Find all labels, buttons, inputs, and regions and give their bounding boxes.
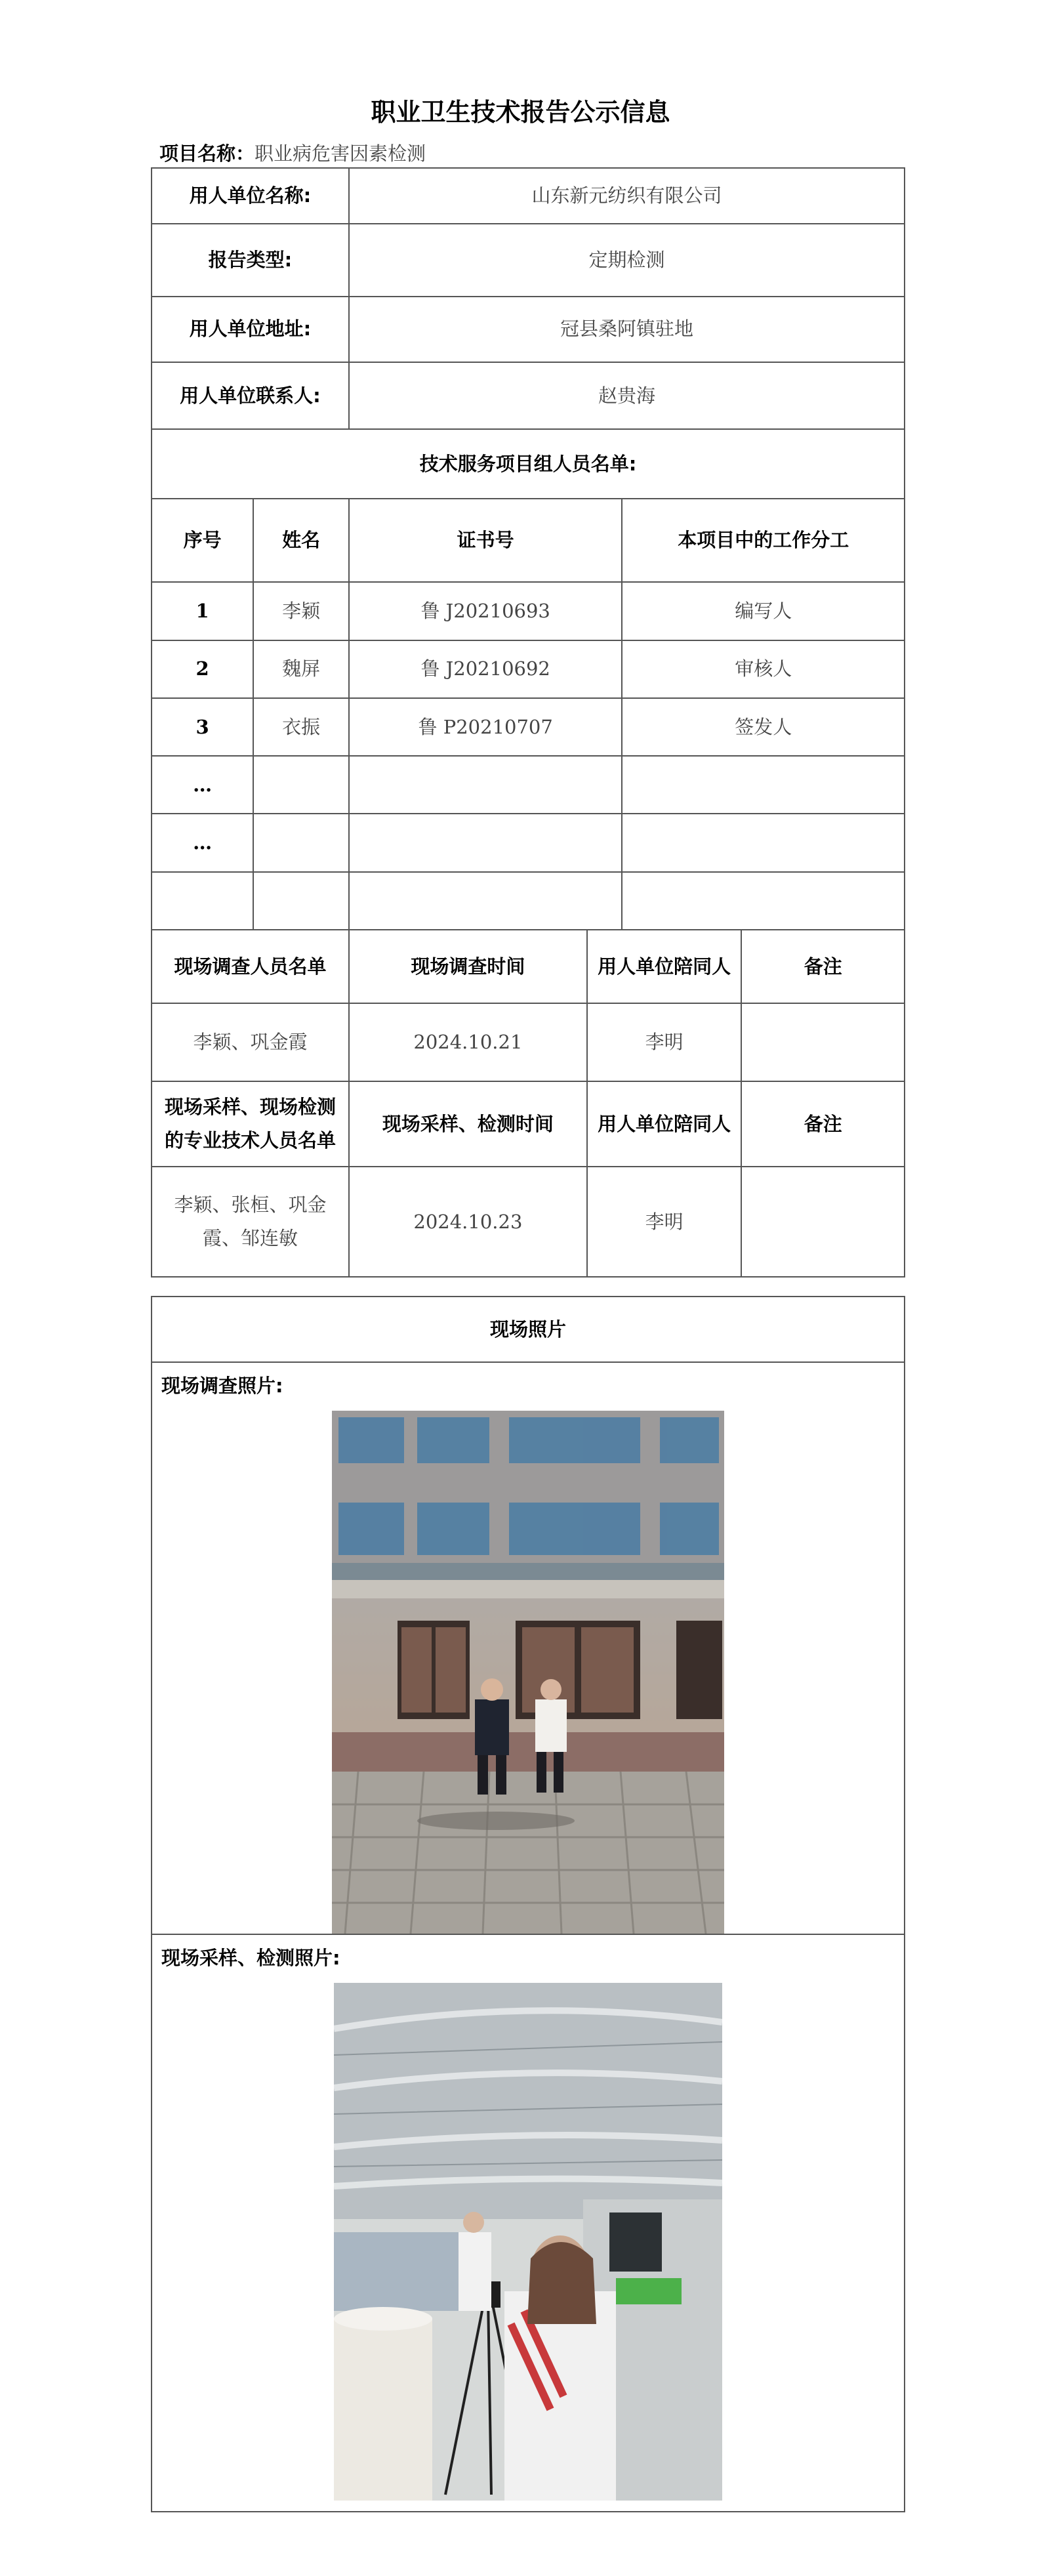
team-row-name bbox=[253, 872, 349, 930]
info-table bbox=[151, 167, 905, 1278]
team-row-role bbox=[622, 872, 905, 930]
survey-time-value: 2024.10.21 bbox=[349, 1003, 587, 1081]
survey-col-time: 现场调查时间 bbox=[349, 930, 587, 1003]
team-row bbox=[152, 582, 905, 640]
contact-value: 赵贵海 bbox=[349, 362, 905, 429]
survey-staff-value: 李颖、巩金霞 bbox=[152, 1003, 349, 1081]
document-title: 职业卫生技术报告公示信息 bbox=[371, 98, 670, 127]
team-row bbox=[152, 640, 905, 698]
team-col-name: 姓名 bbox=[253, 499, 349, 582]
team-row-name: 魏屏 bbox=[253, 640, 349, 698]
team-row bbox=[152, 814, 905, 871]
employer-label: 用人单位名称: bbox=[152, 168, 349, 224]
project-name-value: 职业病危害因素检测 bbox=[255, 142, 426, 165]
team-row-role: 编写人 bbox=[622, 582, 905, 640]
team-row-name bbox=[253, 814, 349, 871]
address-value: 冠县桑阿镇驻地 bbox=[349, 297, 905, 362]
team-row-name: 衣振 bbox=[253, 698, 349, 756]
survey-escort-value: 李明 bbox=[587, 1003, 742, 1081]
sampling-col-remark: 备注 bbox=[741, 1081, 905, 1167]
team-row-certificate bbox=[349, 872, 623, 930]
survey-photo-label: 现场调查照片: bbox=[161, 1375, 283, 1397]
team-row-role bbox=[622, 756, 905, 814]
factory-sampling-photo-icon bbox=[334, 1983, 722, 2501]
team-row-index bbox=[152, 872, 253, 930]
team-heading: 技术服务项目组人员名单: bbox=[152, 429, 905, 498]
team-row-index: 3 bbox=[152, 698, 253, 756]
team-row-role: 审核人 bbox=[622, 640, 905, 698]
team-row bbox=[152, 872, 905, 930]
survey-remark-value bbox=[741, 1003, 905, 1081]
team-row-index: 1 bbox=[152, 582, 253, 640]
sampling-remark-value bbox=[741, 1167, 905, 1277]
team-row bbox=[152, 756, 905, 814]
survey-col-staff: 现场调查人员名单 bbox=[152, 930, 349, 1003]
photos-table bbox=[151, 1296, 905, 2504]
team-row-name: 李颖 bbox=[253, 582, 349, 640]
team-row-index: … bbox=[152, 756, 253, 814]
team-row-certificate bbox=[349, 814, 623, 871]
team-row-certificate bbox=[349, 756, 623, 814]
team-row-certificate: 鲁 J20210692 bbox=[349, 640, 623, 698]
sampling-photo bbox=[334, 1983, 722, 2501]
team-row-index: 2 bbox=[152, 640, 253, 698]
team-row-role bbox=[622, 814, 905, 871]
team-row bbox=[152, 698, 905, 756]
employer-value: 山东新元纺织有限公司 bbox=[349, 168, 905, 224]
project-name-label: 项目名称： bbox=[159, 142, 255, 165]
team-row-role: 签发人 bbox=[622, 698, 905, 756]
sampling-staff-value: 李颖、张桓、巩金霞、邹连敏 bbox=[152, 1167, 349, 1277]
team-col-role: 本项目中的工作分工 bbox=[622, 499, 905, 582]
sampling-time-value: 2024.10.23 bbox=[349, 1167, 587, 1277]
photos-heading: 现场照片 bbox=[152, 1297, 905, 1362]
survey-col-escort: 用人单位陪同人 bbox=[587, 930, 742, 1003]
sampling-col-staff: 现场采样、现场检测的专业技术人员名单 bbox=[152, 1081, 349, 1167]
team-row-certificate: 鲁 J20210693 bbox=[349, 582, 623, 640]
report-type-value: 定期检测 bbox=[349, 224, 905, 296]
survey-col-remark: 备注 bbox=[741, 930, 905, 1003]
contact-label: 用人单位联系人: bbox=[152, 362, 349, 429]
survey-photo-cell bbox=[152, 1362, 905, 1934]
building-entrance-photo-icon bbox=[332, 1411, 724, 1934]
team-row-name bbox=[253, 756, 349, 814]
project-name-line bbox=[159, 139, 426, 166]
team-col-index: 序号 bbox=[152, 499, 253, 582]
sampling-photo-cell bbox=[152, 1934, 905, 2512]
team-row-index: … bbox=[152, 814, 253, 871]
sampling-escort-value: 李明 bbox=[587, 1167, 742, 1277]
report-type-label: 报告类型: bbox=[152, 224, 349, 296]
sampling-col-time: 现场采样、检测时间 bbox=[349, 1081, 587, 1167]
sampling-col-escort: 用人单位陪同人 bbox=[587, 1081, 742, 1167]
team-row-certificate: 鲁 P20210707 bbox=[349, 698, 623, 756]
survey-photo bbox=[332, 1411, 724, 1934]
sampling-photo-label: 现场采样、检测照片: bbox=[161, 1946, 340, 1969]
address-label: 用人单位地址: bbox=[152, 297, 349, 362]
team-col-certificate: 证书号 bbox=[349, 499, 623, 582]
